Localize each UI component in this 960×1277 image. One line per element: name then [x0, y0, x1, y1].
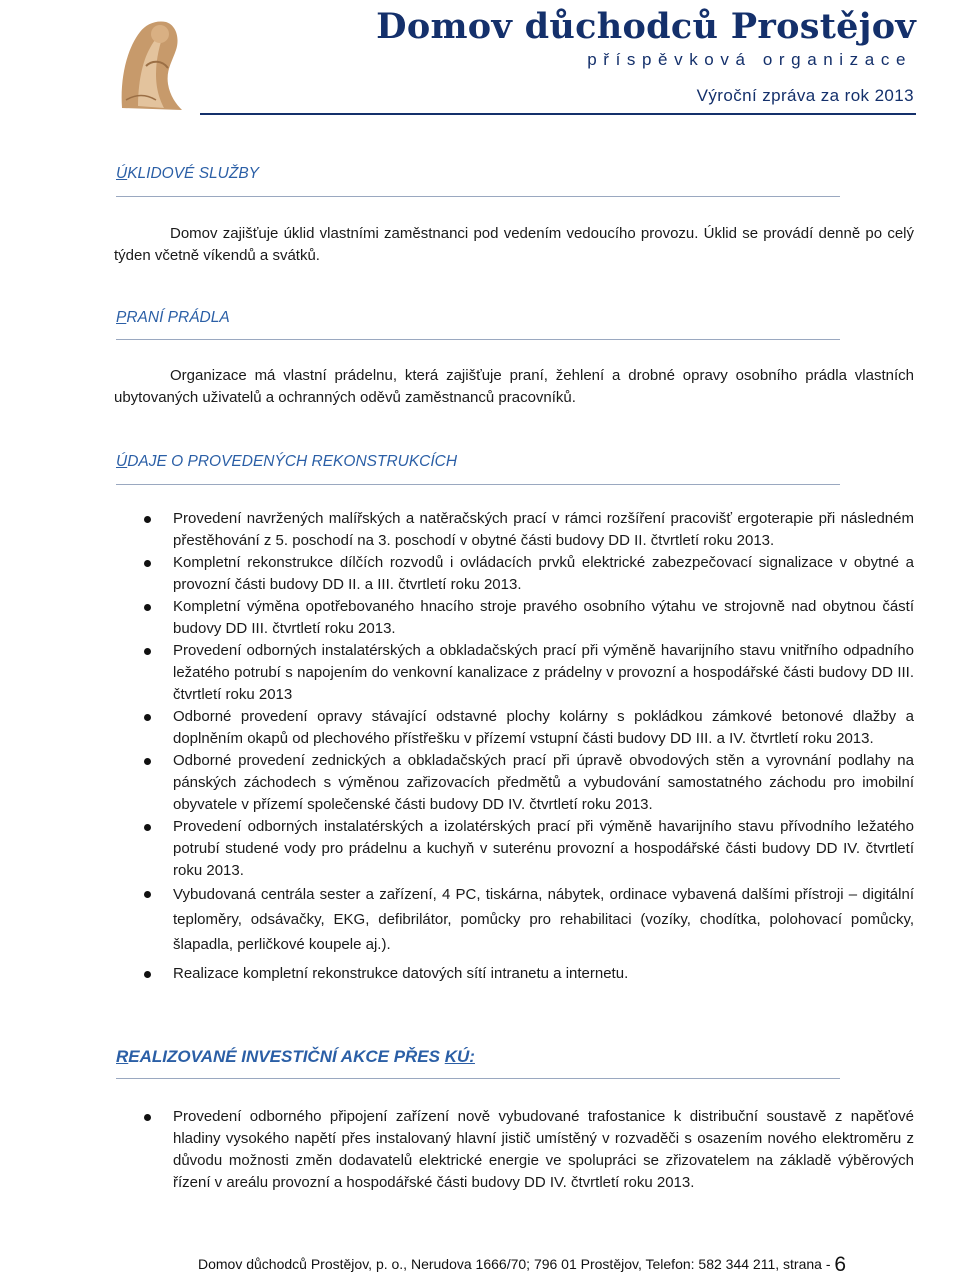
section-divider — [116, 339, 840, 340]
page-number: 6 — [834, 1253, 847, 1276]
list-item: Provedení odborných instalatérských a obkladačských prací při výměně havarijního stavu vnitřního odpadního ležatého potrubí s napojením do venkovní kanalizace z prádelny v provozní a hospodářské části budovy DD III. čtvrtletí roku 2013 — [114, 640, 914, 706]
list-item: Realizace kompletní rekonstrukce datových sítí intranetu a internetu. — [114, 963, 914, 985]
list-item: Provedení navržených malířských a natěračských prací v rámci rozšíření pracovišť ergoterapie při následném přestěhování z 5. poschodí na 3. poschodí v obytné části budovy DD II. čtvrtletí roku 2013. — [114, 508, 914, 552]
list-item: Provedení odborného připojení zařízení nově vybudované trafostanice k distribuční soustavě z napěťové hladiny vysokého napětí přes instalovaný hlavní jistič umístěný v rozvaděči s osazením nového elektroměru z důvodu možnosti změn dodavatelů elektrické energie ve spolupráci se zřizovatelem na základě výběrových řízení v areálu provozní a hospodářské části budovy DD IV. čtvrtletí roku 2013. — [114, 1106, 914, 1194]
reconstruction-list — [114, 508, 914, 985]
section-heading-investments: REALIZOVANÉ INVESTIČNÍ AKCE PŘES KÚ: — [116, 1047, 475, 1066]
list-item: Kompletní výměna opotřebovaného hnacího stroje pravého osobního výtahu ve strojovně nad obytnou částí budovy DD III. čtvrtletí roku 2013. — [114, 596, 914, 640]
list-item: Provedení odborných instalatérských a izolatérských prací při výměně havarijního stavu přívodního ležatého potrubí studené vody pro prádelnu a kuchyň v suterénu provozní a hospodářské části budovy DD IV. čtvrtletí roku 2013. — [114, 816, 914, 882]
header-divider — [200, 113, 916, 115]
report-title: Výroční zpráva za rok 2013 — [696, 86, 914, 105]
page-footer — [198, 1253, 846, 1277]
investment-list — [114, 1106, 914, 1194]
section-text-cleaning: Domov zajišťuje úklid vlastními zaměstnanci pod vedením vedoucího provozu. Úklid se provádí denně po celý týden včetně víkendů a svátků. — [114, 225, 914, 264]
list-item: Vybudovaná centrála sester a zařízení, 4 PC, tiskárna, nábytek, ordinace vybavená dalšími přístroji – digitální teploměry, odsávačky, EKG, defibrilátor, pomůcky pro rehabilitaci (vozíky, chodítka, polohovací pomůcky, šlapadla, perličkové koupele aj.). — [114, 882, 914, 957]
list-item: Odborné provedení zednických a obkladačských prací při úpravě obvodových stěn a vyrovnání podlahy na pánských záchodech s výměnou zařizovacích předmětů a vybudování samostatného záchodu pro imobilní obyvatele v přízemí společenské části budovy DD IV. čtvrtletí roku 2013. — [114, 750, 914, 816]
list-item: Odborné provedení opravy stávající odstavné plochy kolárny s pokládkou zámkové betonové dlažby a doplněním okapů od plechového přístřešku v přízemí vstupní části budovy DD III. a IV. čtvrtletí roku 2013. — [114, 706, 914, 750]
organization-type: příspěvková organizace — [587, 50, 912, 69]
list-item: Kompletní rekonstrukce dílčích rozvodů i ovládacích prvků elektrické zabezpečovací signalizace v obytné a provozní části budovy DD II. a III. čtvrtletí roku 2013. — [114, 552, 914, 596]
section-divider — [116, 1078, 840, 1079]
section-divider — [116, 484, 840, 485]
section-text-laundry: Organizace má vlastní prádelnu, která zajišťuje praní, žehlení a drobné opravy osobního prádla vlastních ubytovaných uživatelů a ochranných oděvů zaměstnanců pracovníků. — [114, 367, 914, 406]
section-heading-reconstructions: ÚDAJE O PROVEDENÝCH REKONSTRUKCÍCH — [116, 453, 458, 470]
section-divider — [116, 196, 840, 197]
section-heading-cleaning: ÚKLIDOVÉ SLUŽBY — [116, 165, 259, 182]
footer-address: Domov důchodců Prostějov, p. o., Nerudova 1666/70; 796 01 Prostějov, Telefon: 582 344 211, strana - — [198, 1256, 835, 1272]
organization-logo — [116, 10, 188, 114]
section-heading-laundry: PRANÍ PRÁDLA — [116, 309, 230, 326]
organization-name: Domov důchodců Prostějov — [376, 6, 916, 47]
